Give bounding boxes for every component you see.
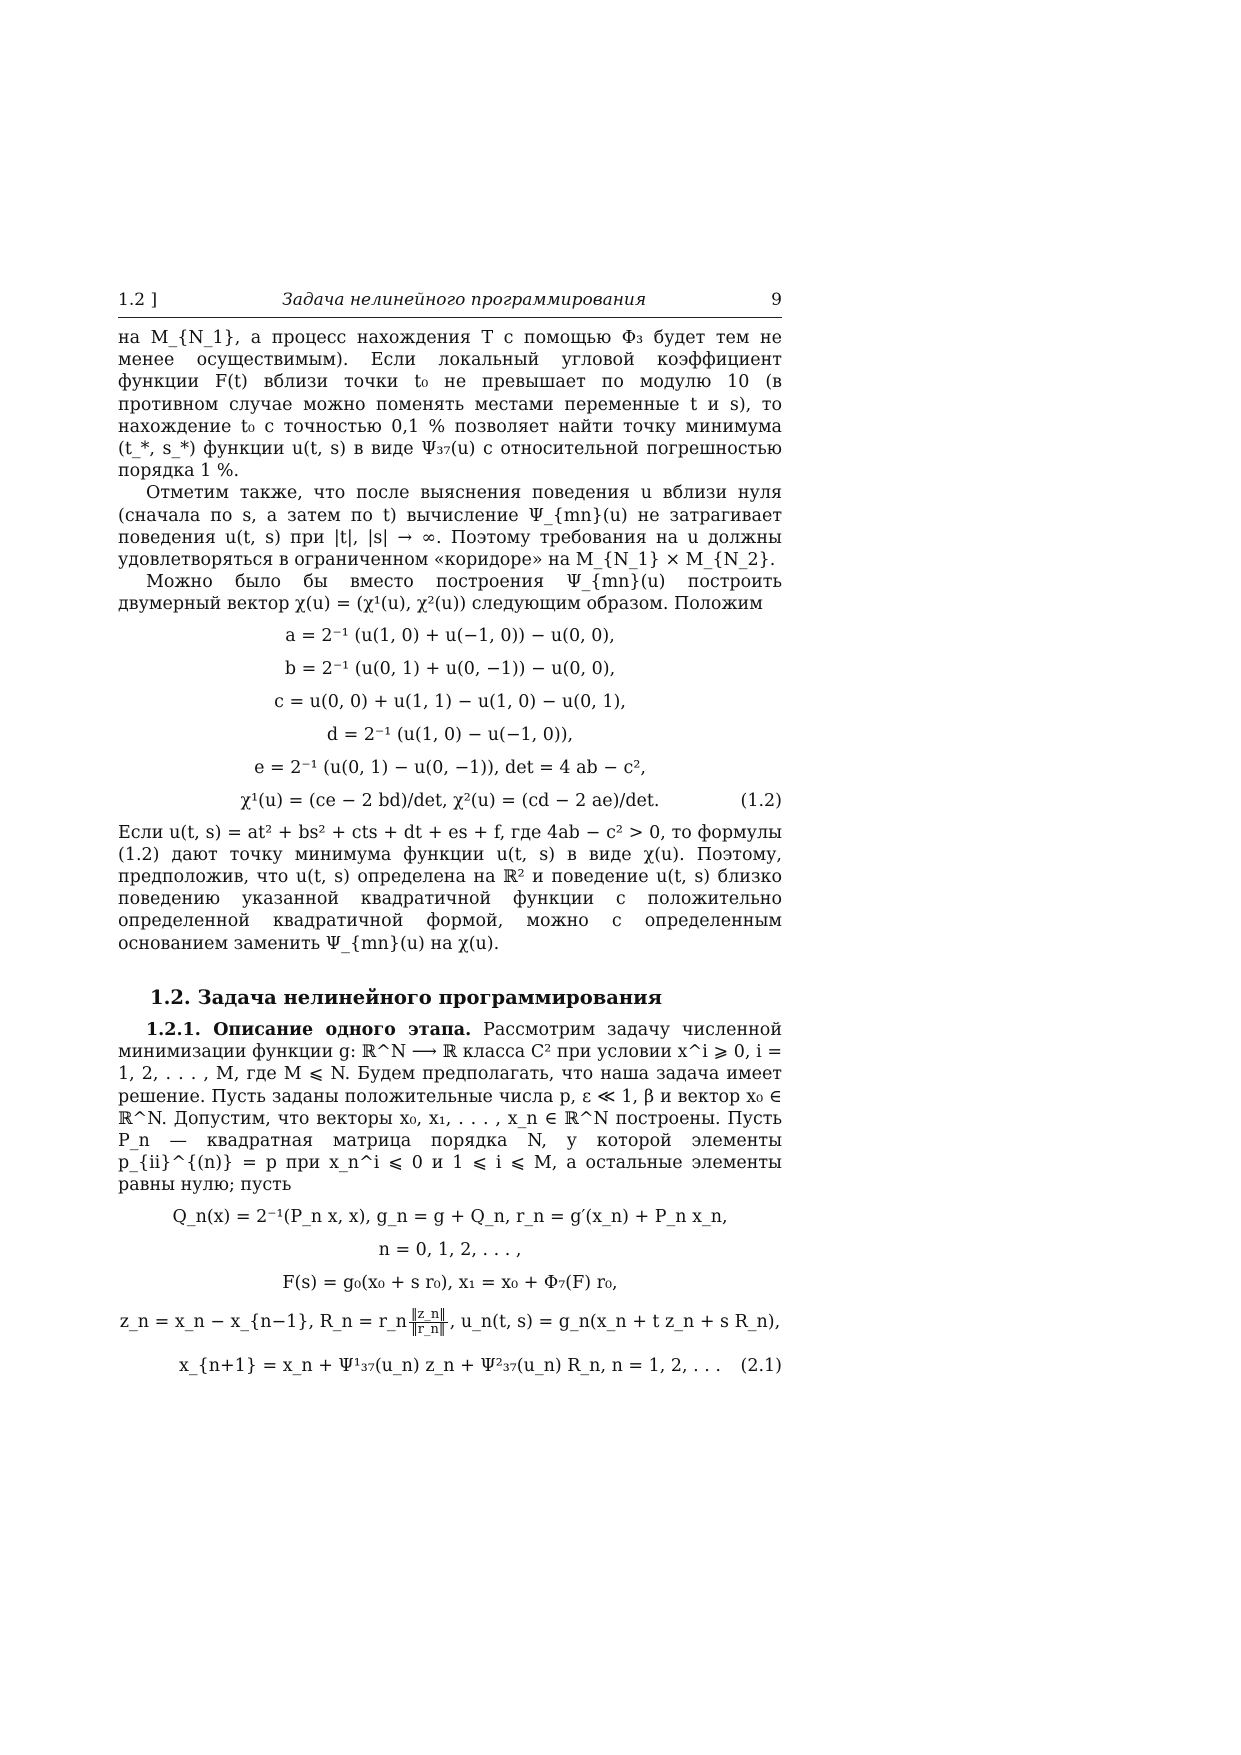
running-title: Задача нелинейного программирования [282,290,647,310]
equation-zn-left: z_n = x_n − x_{n−1}, R_n = r_n [119,1311,407,1332]
paragraph-4: Если u(t, s) = at² + bs² + cts + dt + es + f, где 4ab − c² > 0, то формулы (1.2) дают точку минимума функции u(t, s) в виде χ(u). Поэтому, предположив, что u(t, s) определена на ℝ² и поведение u(t, s) близко поведению указанной квадратичной функции с положительно определенной квадратичной формой, можно с определенным основанием заменить Ψ_{mn}(u) на χ(u). [118,822,782,954]
book-page [118,290,782,1387]
page-number: 9 [771,290,782,310]
section-ref: 1.2 ] [118,290,158,310]
equation-xn1 [118,1350,782,1383]
equation-chi [118,785,782,818]
equation-qn: Q_n(x) = 2⁻¹(P_n x, x), g_n = g + Q_n, r_n = g′(x_n) + P_n x_n, [172,1206,728,1227]
fraction-denominator: ‖r_n‖ [411,1321,446,1337]
paragraph-1: на M_{N_1}, а процесс нахождения T с помощью Φ₃ будет тем не менее осуществимым). Если локальный угловой коэффициент функции F(t) вблизи точки t₀ не превышает по модулю 10 (в противном случае можно поменять местами переменные t и s), то нахождение t₀ с точностью 0,1 % позволяет найти точку минимума (t_*, s_*) функции u(t, s) в виде Ψ₃₇(u) с относительной погрешностью порядка 1 %. [118,328,782,482]
page-body [118,327,782,1383]
paragraph-2: Отметим также, что после выяснения поведения u вблизи нуля (сначала по s, а затем по t) вычисление Ψ_{mn}(u) не затрагивает поведения u(t, s) при |t|, |s| → ∞. Поэтому требования на u должны удовлетворяться в ограниченном «коридоре» на M_{N_1} × M_{N_2}. [118,483,782,571]
equation-label-1-2: (1.2) [740,790,782,811]
paragraph-5 [118,1019,782,1197]
subsection-title: 1.2.1. Описание одного этапа. [146,1020,472,1041]
equation-zn [118,1300,782,1344]
paragraph-3: Можно было бы вместо построения Ψ_{mn}(u) построить двумерный вектор χ(u) = (χ¹(u), χ²(u)) следующим образом. Положим [118,572,782,615]
equation-xn1-text: x_{n+1} = x_n + Ψ¹₃₇(u_n) z_n + Ψ²₃₇(u_n) R_n, n = 1, 2, . . . [179,1355,721,1376]
equation-label-2-1: (2.1) [740,1355,782,1376]
equation-block-1-2 [118,620,782,818]
equation-a: a = 2⁻¹ (u(1, 0) + u(−1, 0)) − u(0, 0), [285,625,615,646]
norm-fraction [409,1308,448,1337]
equation-fs: F(s) = g₀(x₀ + s r₀), x₁ = x₀ + Φ₇(F) r₀, [282,1272,618,1293]
paragraph-5-text: Рассмотрим задачу численной минимизации функции g: ℝ^N ⟶ ℝ класса C² при условии x^i ⩾ 0, i = 1, 2, . . . , M, где M ⩽ N. Будем предполагать, что наша задача имеет решение. Пусть заданы положительные числа p, ε ≪ 1, β и вектор x₀ ∈ ℝ^N. Допустим, что векторы x₀, x₁, . . . , x_n ∈ ℝ^N построены. Пусть P_n — квадратная матрица порядка N, у которой элементы p_{ii}^{(n)} = p при x_n^i ⩽ 0 и 1 ⩽ i ⩽ M, а остальные элементы равны нулю; пусть [118,1020,782,1196]
fraction-numerator: ‖z_n‖ [410,1306,446,1322]
equation-d: d = 2⁻¹ (u(1, 0) − u(−1, 0)), [326,724,574,745]
section-heading: 1.2. Задача нелинейного программирования [150,985,663,1009]
equation-zn-right: , u_n(t, s) = g_n(x_n + t z_n + s R_n), [449,1311,781,1332]
equation-b: b = 2⁻¹ (u(0, 1) + u(0, −1)) − u(0, 0), [284,658,616,679]
equation-c: c = u(0, 0) + u(1, 1) − u(1, 0) − u(0, 1), [274,691,626,712]
equation-block-2-1 [118,1201,782,1383]
equation-e-det: e = 2⁻¹ (u(0, 1) − u(0, −1)), det = 4 ab − c², [254,757,646,778]
equation-n-range: n = 0, 1, 2, . . . , [378,1239,522,1260]
running-header [118,290,782,318]
equation-chi-text: χ¹(u) = (ce − 2 bd)/det, χ²(u) = (cd − 2 ae)/det. [240,790,660,811]
